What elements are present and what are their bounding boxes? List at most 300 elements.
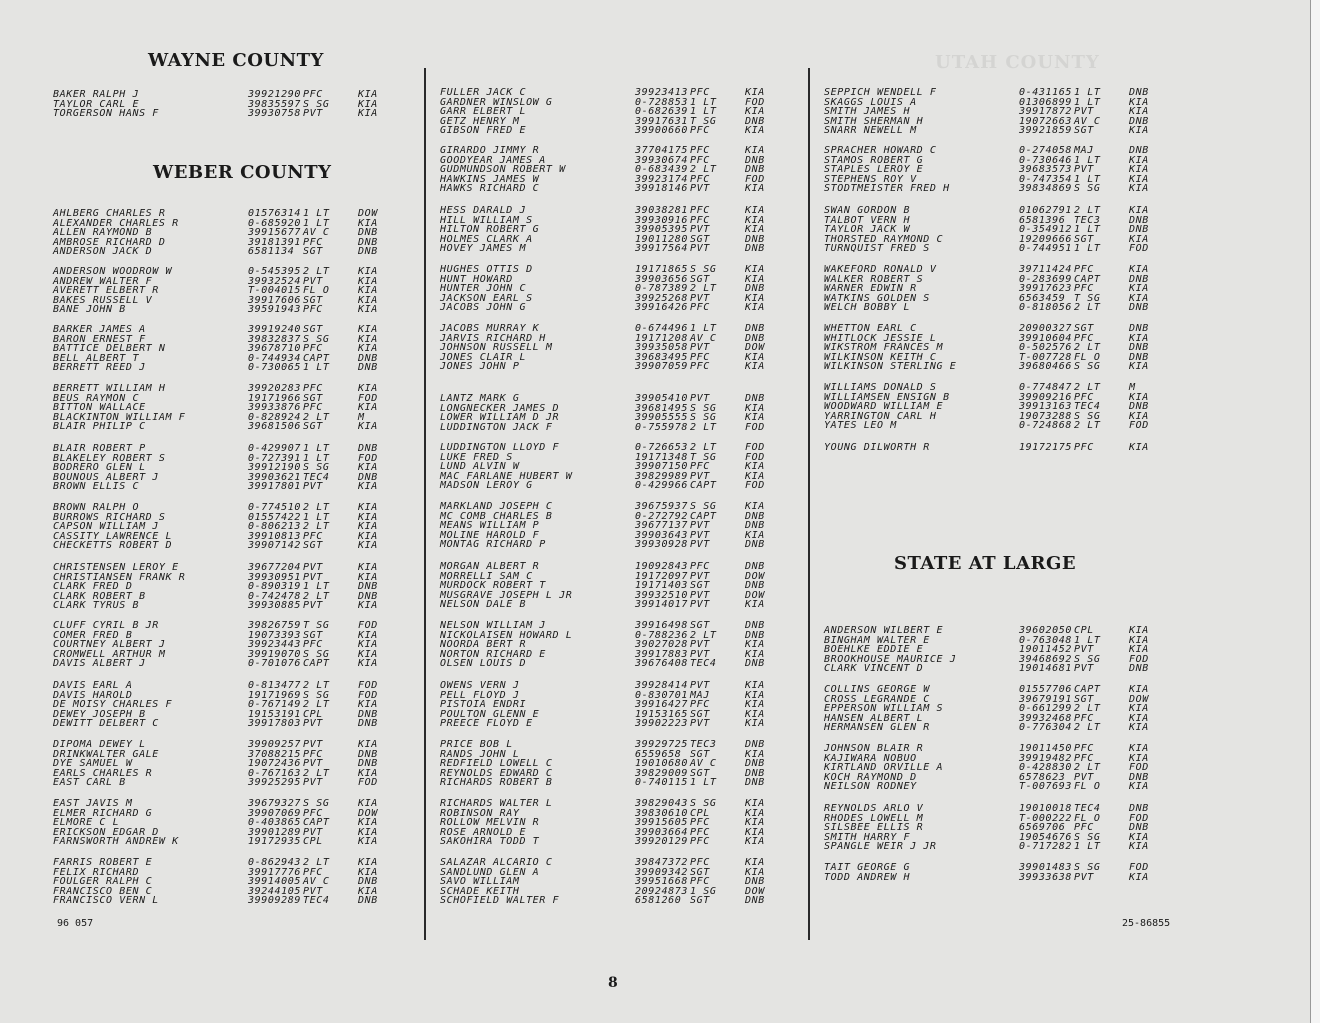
rank: 1 LT — [690, 323, 717, 334]
rank: 1 LT — [303, 362, 330, 374]
name: KOCH RAYMOND D — [824, 771, 917, 783]
name: SPRACHER HOWARD C — [824, 145, 937, 156]
serial-number: 39914017 — [635, 599, 688, 611]
status: DNB — [1129, 351, 1149, 363]
rank: PFC — [690, 461, 710, 473]
serial-number: 0-661299 — [1019, 703, 1072, 715]
status: KIA — [745, 817, 765, 829]
casualty-row — [440, 244, 810, 254]
name: LUND ALVIN W — [440, 461, 520, 473]
name: MADSON LEROY G — [440, 480, 533, 492]
name: BERRETT WILLIAM H — [53, 383, 166, 394]
status: DNB — [358, 246, 378, 258]
rank: TEC4 — [303, 471, 330, 483]
status: KIA — [358, 866, 378, 878]
casualty-row — [824, 664, 1194, 674]
serial-number: 39933876 — [248, 402, 301, 414]
name: FRANCISCO BEN C — [53, 885, 153, 897]
rank: FL O — [303, 285, 330, 297]
status: DNB — [1129, 401, 1149, 413]
name: PRICE BOB L — [440, 739, 513, 750]
status: DOW — [358, 807, 378, 819]
rank: PFC — [303, 639, 323, 651]
status: FOD — [1129, 420, 1149, 432]
name: MURDOCK ROBERT T — [440, 580, 546, 592]
name: BARKER JAMES A — [53, 324, 146, 335]
status: KIA — [358, 217, 378, 229]
name: TODD ANDREW H — [824, 871, 911, 883]
page-number: 8 — [608, 975, 618, 991]
name: WALKER ROBERT S — [824, 273, 924, 285]
rank: PVT — [303, 777, 323, 789]
name: FARRIS ROBERT E — [53, 857, 153, 868]
serial-number: 19171865 — [635, 264, 688, 275]
name: HUNT HOWARD — [440, 273, 513, 285]
name: KIRTLAND ORVILLE A — [824, 762, 944, 774]
rank: 2 LT — [1074, 762, 1101, 774]
casualty-row — [440, 600, 810, 610]
status: DNB — [358, 718, 378, 730]
status: DNB — [745, 758, 765, 770]
name: NICKOLAISEN HOWARD L — [440, 629, 573, 641]
rank: 1 LT — [1074, 154, 1101, 166]
name: WATKINS GOLDEN S — [824, 292, 930, 304]
status: FOD — [358, 777, 378, 789]
serial-number: 0-724868 — [1019, 420, 1072, 432]
name: MORGAN ALBERT R — [440, 561, 540, 572]
serial-number: 19073288 — [1019, 410, 1072, 422]
serial-number: 6569706 — [1019, 822, 1066, 834]
status: FOD — [745, 442, 765, 453]
name: TORGERSON HANS F — [53, 108, 159, 120]
name: EAST CARL B — [53, 777, 126, 789]
name: HERMANSEN GLEN R — [824, 722, 930, 734]
serial-number: 39903664 — [635, 826, 688, 838]
rank: AV C — [303, 876, 330, 888]
rank: PVT — [690, 520, 710, 532]
status: DNB — [745, 283, 765, 295]
name: WOODWARD WILLIAM E — [824, 401, 944, 413]
status: KIA — [745, 648, 765, 660]
status: DOW — [358, 208, 378, 219]
status: DNB — [358, 590, 378, 602]
serial-number: T-007728 — [1019, 351, 1072, 363]
serial-number: 19073393 — [248, 629, 301, 641]
serial-number: 39930758 — [248, 108, 301, 120]
status: KIA — [745, 205, 765, 216]
name: WILKINSON KEITH C — [824, 351, 937, 363]
rank: 1 LT — [690, 777, 717, 789]
entry-group — [440, 206, 810, 254]
name: HILTON ROBERT G — [440, 224, 540, 236]
serial-number: 39829989 — [635, 470, 688, 482]
name: WILKINSON STERLING E — [824, 361, 957, 373]
rank: TEC3 — [1074, 214, 1101, 226]
name: BANE JOHN B — [53, 304, 126, 316]
serial-number: 0-429907 — [248, 443, 301, 454]
rank: PFC — [690, 361, 710, 373]
status: DNB — [745, 580, 765, 592]
footer-right-code: 25-86855 — [1122, 918, 1171, 929]
serial-number: 19171966 — [248, 392, 301, 404]
status: KIA — [745, 639, 765, 651]
serial-number: 39900660 — [635, 125, 688, 137]
serial-number: 39930951 — [248, 571, 301, 583]
status: KIA — [358, 98, 378, 110]
status: KIA — [1129, 96, 1149, 108]
entry-group — [440, 621, 810, 669]
name: DAVIS ALBERT J — [53, 658, 146, 670]
rank: 2 LT — [303, 767, 330, 779]
rank: PFC — [690, 87, 710, 98]
rank: PFC — [690, 214, 710, 226]
serial-number: 39932524 — [248, 275, 301, 287]
status: DNB — [1129, 822, 1149, 834]
name: COLLINS GEORGE W — [824, 684, 930, 695]
serial-number: 19010018 — [1019, 803, 1072, 814]
serial-number: 39909257 — [248, 739, 301, 750]
casualty-row — [53, 659, 423, 669]
serial-number: 39244105 — [248, 885, 301, 897]
status: KIA — [358, 333, 378, 345]
serial-number: T-007693 — [1019, 781, 1072, 793]
entry-group — [53, 563, 423, 611]
serial-number: 6581396 — [1019, 214, 1066, 226]
name: BROWN RALPH O — [53, 502, 140, 513]
name: LUDDINGTON LLOYD F — [440, 442, 560, 453]
name: SMITH SHERMAN H — [824, 115, 924, 127]
rank: PVT — [1074, 106, 1094, 118]
status: KIA — [358, 817, 378, 829]
serial-number: 39920283 — [248, 383, 301, 394]
status: DNB — [745, 539, 765, 551]
rank: S SG — [303, 689, 330, 701]
serial-number: 39907059 — [635, 361, 688, 373]
name: JACOBS JOHN G — [440, 302, 527, 314]
serial-number: 19011452 — [1019, 644, 1072, 656]
serial-number: 39910604 — [1019, 332, 1072, 344]
serial-number: 39591943 — [248, 304, 301, 316]
entry-group — [824, 206, 1194, 254]
name: WELCH BOBBY L — [824, 302, 911, 314]
name: STEPHENS ROY V — [824, 173, 917, 185]
serial-number: 39923443 — [248, 639, 301, 651]
rank: PVT — [1074, 663, 1094, 675]
name: SAKOHIRA TODD T — [440, 836, 540, 848]
status: DNB — [1129, 87, 1149, 98]
rank: 2 LT — [303, 699, 330, 711]
status: KIA — [358, 885, 378, 897]
name: REDFIELD LOWELL C — [440, 758, 553, 770]
rank: SGT — [303, 392, 323, 404]
serial-number: 19172097 — [635, 570, 688, 582]
serial-number: 39917623 — [1019, 283, 1072, 295]
name: WAKEFORD RONALD V — [824, 264, 937, 275]
casualty-row — [824, 421, 1194, 431]
status: DOW — [1129, 693, 1149, 705]
casualty-row — [53, 422, 423, 432]
rank: PVT — [303, 600, 323, 612]
serial-number: 19171208 — [635, 332, 688, 344]
status: FOD — [1129, 862, 1149, 873]
status: DNB — [358, 443, 378, 454]
entry-group — [824, 383, 1194, 431]
status: KIA — [745, 748, 765, 760]
serial-number: 39929725 — [635, 739, 688, 750]
serial-number: 39917631 — [635, 115, 688, 127]
status: KIA — [358, 502, 378, 513]
rank: S SG — [303, 462, 330, 474]
status: KIA — [358, 304, 378, 316]
casualty-row — [53, 247, 423, 257]
rank: PVT — [690, 718, 710, 730]
rank: S SG — [1074, 183, 1101, 195]
status: KIA — [358, 89, 378, 100]
rank: SGT — [690, 580, 710, 592]
rank: TEC4 — [1074, 401, 1101, 413]
rank: PVT — [690, 224, 710, 236]
name: FULLER JACK C — [440, 87, 527, 98]
rank: CAPT — [690, 510, 717, 522]
name: FOULGER RALPH C — [53, 876, 153, 888]
entry-group — [53, 209, 423, 257]
rank: TEC4 — [303, 895, 330, 907]
entry-group — [440, 562, 810, 610]
rank: PVT — [690, 470, 710, 482]
rank: 1 LT — [1074, 173, 1101, 185]
page-edge — [1310, 0, 1320, 1023]
casualty-row — [824, 303, 1194, 313]
status: KIA — [358, 629, 378, 641]
status: KIA — [1129, 722, 1149, 734]
name: DEWITT DELBERT C — [53, 718, 159, 730]
name: YARRINGTON CARL H — [824, 410, 937, 422]
entry-group — [440, 858, 810, 906]
serial-number: 0-755978 — [635, 421, 688, 433]
name: CLARK FRED D — [53, 581, 133, 593]
serial-number: 39678710 — [248, 343, 301, 355]
serial-number: 0-744951 — [1019, 243, 1072, 255]
name: YOUNG DILWORTH R — [824, 442, 930, 453]
entry-group — [53, 267, 423, 315]
rank: 2 LT — [303, 590, 330, 602]
serial-number: 39930928 — [635, 539, 688, 551]
status: DNB — [358, 876, 378, 888]
rank: SGT — [690, 620, 710, 631]
status: KIA — [1129, 712, 1149, 724]
status: KIA — [745, 214, 765, 226]
name: PELL FLOYD J — [440, 689, 520, 701]
name: SKAGGS LOUIS A — [824, 96, 917, 108]
rank: PVT — [303, 826, 323, 838]
name: BEUS RAYMON C — [53, 392, 140, 404]
name: DAVIS HAROLD — [53, 689, 133, 701]
serial-number: 39916498 — [635, 620, 688, 631]
serial-number: 6578623 — [1019, 771, 1066, 783]
casualty-row — [440, 303, 810, 313]
entry-group — [824, 804, 1194, 852]
serial-number: 0-830701 — [635, 689, 688, 701]
name: GARDNER WINSLOW G — [440, 96, 553, 108]
name: SPANGLE WEIR J JR — [824, 841, 937, 853]
name: BLAKELEY ROBERT S — [53, 452, 166, 464]
rank: 1 LT — [1074, 224, 1101, 236]
rank: PFC — [303, 383, 323, 394]
serial-number: 19153191 — [248, 708, 301, 720]
casualty-row — [824, 362, 1194, 372]
casualty-row — [53, 305, 423, 315]
entry-group — [824, 88, 1194, 136]
serial-number: 0-431165 — [1019, 87, 1072, 98]
status: KIA — [1129, 173, 1149, 185]
serial-number: 19209666 — [1019, 233, 1072, 245]
serial-number: 39038281 — [635, 205, 688, 216]
name: CLARK ROBERT B — [53, 590, 146, 602]
rank: PFC — [690, 857, 710, 868]
name: MAC FARLANE HUBERT W — [440, 470, 573, 482]
rank: PFC — [303, 304, 323, 316]
serial-number: 19072436 — [248, 758, 301, 770]
name: JACKSON EARL S — [440, 292, 533, 304]
rank: SGT — [1074, 693, 1094, 705]
rank: CPL — [303, 836, 323, 848]
name: REYNOLDS ARLO V — [824, 803, 924, 814]
status: KIA — [358, 462, 378, 474]
status: DNB — [358, 708, 378, 720]
status: KIA — [1129, 361, 1149, 373]
serial-number: 01306899 — [1019, 96, 1072, 108]
status: KIA — [1129, 684, 1149, 695]
status: DNB — [745, 243, 765, 255]
name: SANDLUND GLEN A — [440, 866, 540, 878]
casualty-row — [53, 778, 423, 788]
serial-number: 01576314 — [248, 208, 301, 219]
status: KIA — [1129, 205, 1149, 216]
name: MONTAG RICHARD P — [440, 539, 546, 551]
name: ANDERSON WOODROW W — [53, 266, 173, 277]
entry-group — [53, 503, 423, 551]
rank: SGT — [303, 540, 323, 552]
rank: S SG — [1074, 361, 1101, 373]
status: DNB — [358, 227, 378, 239]
status: KIA — [1129, 332, 1149, 344]
status: FOD — [1129, 762, 1149, 774]
rank: SGT — [303, 246, 323, 258]
rank: MAJ — [1074, 145, 1094, 156]
serial-number: 19172175 — [1019, 442, 1072, 453]
name: NELSON DALE B — [440, 599, 527, 611]
rank: AV C — [690, 758, 717, 770]
entry-group — [53, 740, 423, 788]
status: KIA — [1129, 634, 1149, 646]
rank: 1 LT — [1074, 634, 1101, 646]
rank: PVT — [690, 529, 710, 541]
serial-number: 39919070 — [248, 648, 301, 660]
rank: 1 LT — [303, 217, 330, 229]
rank: 2 LT — [303, 266, 330, 277]
status: DNB — [1129, 214, 1149, 226]
name: ALEXANDER CHARLES R — [53, 217, 179, 229]
name: BROOKHOUSE MAURICE J — [824, 653, 957, 665]
rank: 1 SG — [690, 885, 717, 897]
rank: PFC — [303, 866, 323, 878]
serial-number: 0-728853 — [635, 96, 688, 108]
entry-group — [53, 444, 423, 492]
status: KIA — [745, 145, 765, 156]
casualty-row — [824, 443, 1194, 453]
casualty-row — [440, 837, 810, 847]
status: DNB — [745, 323, 765, 334]
name: HAWKINS JAMES W — [440, 173, 540, 185]
status: KIA — [745, 224, 765, 236]
status: M — [1129, 382, 1136, 393]
serial-number: 39829009 — [635, 767, 688, 779]
serial-number: 39932510 — [635, 589, 688, 601]
rank: PFC — [690, 145, 710, 156]
rank: SGT — [303, 421, 323, 433]
name: SEPPICH WENDELL F — [824, 87, 937, 98]
serial-number: 19011450 — [1019, 743, 1072, 754]
serial-number: 0-701076 — [248, 658, 301, 670]
serial-number: 39907142 — [248, 540, 301, 552]
rank: S SG — [690, 501, 717, 512]
status: KIA — [745, 412, 765, 424]
status: KIA — [358, 324, 378, 335]
rank: 2 LT — [690, 283, 717, 295]
rank: PFC — [690, 125, 710, 137]
serial-number: 39912190 — [248, 462, 301, 474]
rank: 2 LT — [1074, 205, 1101, 216]
rank: PVT — [690, 292, 710, 304]
status: DNB — [745, 629, 765, 641]
status: KIA — [745, 302, 765, 314]
status: DNB — [745, 767, 765, 779]
status: KIA — [745, 402, 765, 414]
rank: PVT — [303, 739, 323, 750]
name: BROWN ELLIS C — [53, 481, 140, 493]
name: WILLIAMSEN ENSIGN B — [824, 391, 950, 403]
name: GARR ELBERT L — [440, 106, 527, 118]
state-at-large-title: STATE AT LARGE — [894, 553, 1077, 574]
serial-number: 39830610 — [635, 807, 688, 819]
serial-number: 39916426 — [635, 302, 688, 314]
serial-number: 39905395 — [635, 224, 688, 236]
status: FOD — [745, 421, 765, 433]
entry-group — [824, 626, 1194, 674]
name: SCHADE KEITH — [440, 885, 520, 897]
status: DOW — [745, 589, 765, 601]
entry-group — [440, 681, 810, 729]
status: KIA — [358, 639, 378, 651]
rank: PVT — [1074, 644, 1094, 656]
rank: AV C — [303, 227, 330, 239]
name: JACOBS MURRAY K — [440, 323, 540, 334]
entry-group — [824, 443, 1194, 453]
status: KIA — [745, 708, 765, 720]
status: KIA — [745, 857, 765, 868]
status: KIA — [358, 826, 378, 838]
entry-group — [440, 799, 810, 847]
status: KIA — [1129, 233, 1149, 245]
serial-number: 39901289 — [248, 826, 301, 838]
serial-number: 39835597 — [248, 98, 301, 110]
rank: S SG — [690, 264, 717, 275]
name: TALBOT VERN H — [824, 214, 911, 226]
casualty-row — [440, 184, 810, 194]
name: WARNER EDWIN R — [824, 283, 917, 295]
status: KIA — [1129, 781, 1149, 793]
rank: SGT — [303, 629, 323, 641]
